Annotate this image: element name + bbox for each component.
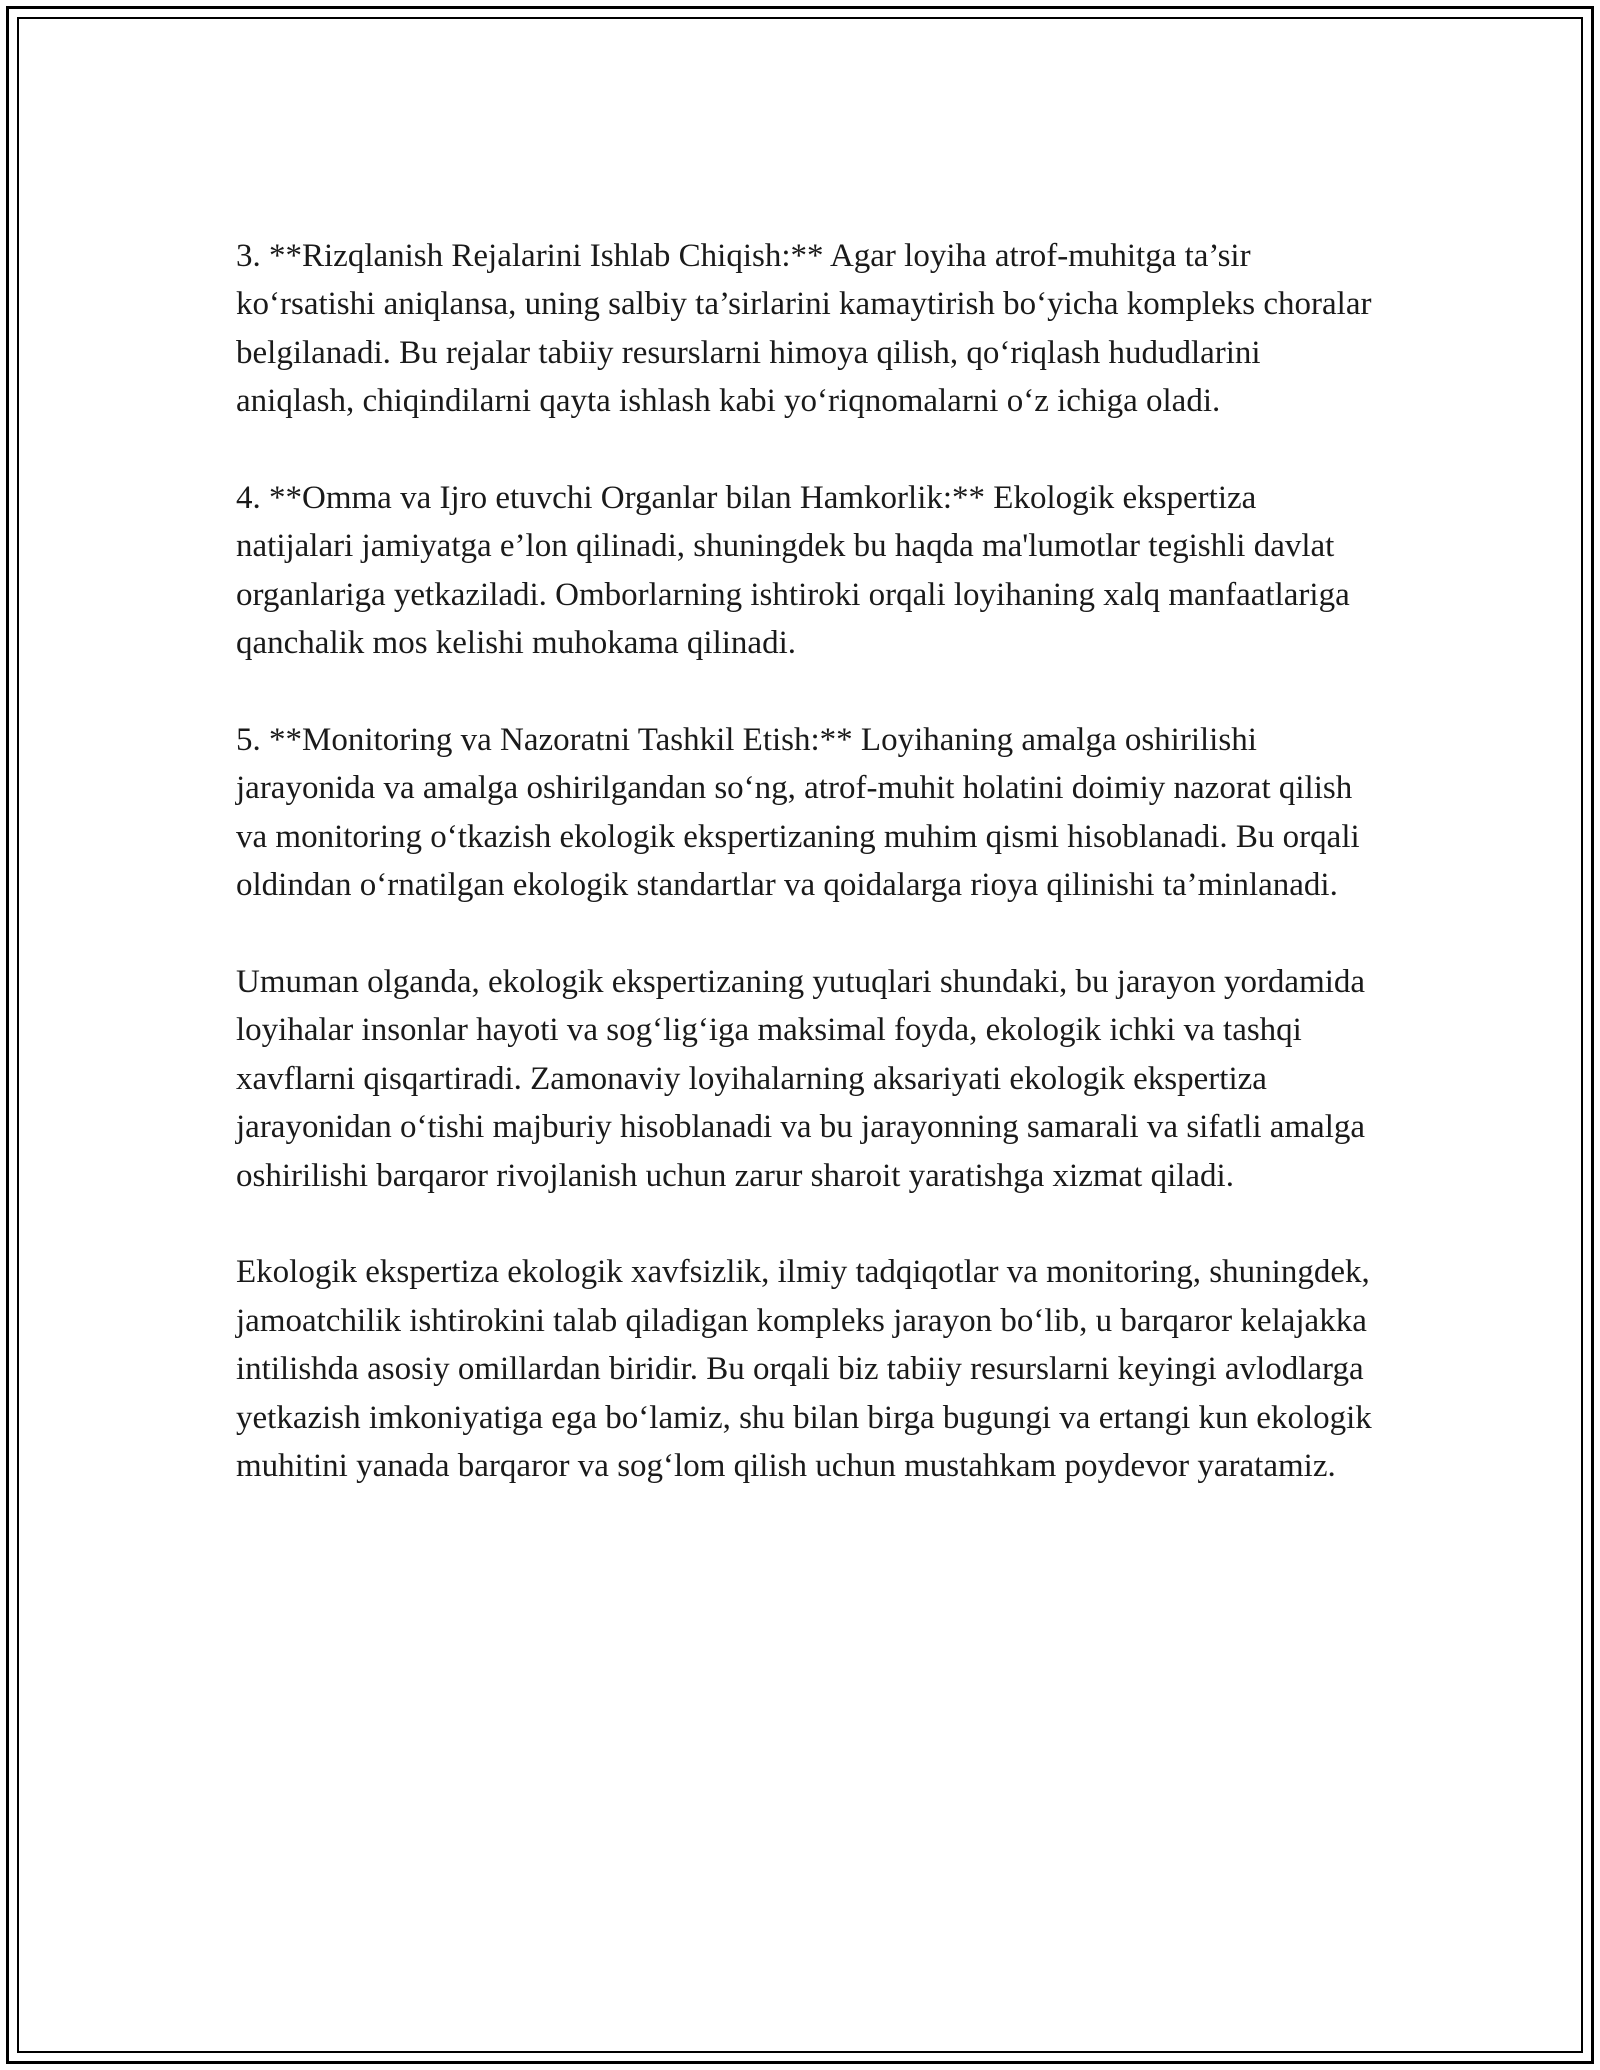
paragraph-conclusion: Ekologik ekspertiza ekologik xavfsizlik, ilmiy tadqiqotlar va monitoring, shuningdek, jamoatchilik ishtirokini talab qiladigan kompleks jarayon bo‘lib, u barqaror kelajakka intilishda asosiy omillardan biridir. Bu orqali biz tabiiy resurslarni keyingi avlodlarga yetkazish imkoniyatiga ega bo‘lamiz, shu bilan birga bugungi va ertangi kun ekologik muhitini yanada barqaror va sog‘lom qilish uchun mustahkam poydevor yaratamiz. (236, 1254, 1372, 1485)
paragraph-summary: Umuman olganda, ekologik ekspertizaning yutuqlari shundaki, bu jarayon yordamida loyihalar insonlar hayoti va sog‘lig‘iga maksimal foyda, ekologik ichki va tashqi xavflarni qisqartiradi. Zamonaviy loyihalarning aksariyati ekologik ekspertiza jarayonidan o‘tishi majburiy hisoblanadi va bu jarayonning samarali va sifatli amalga oshirilishi barqaror rivojlanish uchun zarur sharoit yaratishga xizmat qiladi. (236, 964, 1366, 1194)
paragraph-item-3: 3. **Rizqlanish Rejalarini Ishlab Chiqish:** Agar loyiha atrof-muhitga ta’sir ko‘rsatishi aniqlansa, uning salbiy ta’sirlarini kamaytirish bo‘yicha kompleks choralar belgilanadi. Bu rejalar tabiiy resurslarni himoya qilish, qo‘riqlash hududlarini aniqlash, chiqindilarni qayta ishlash kabi yo‘riqnomalarni o‘z ichiga oladi. (236, 238, 1372, 420)
paragraph-item-5: 5. **Monitoring va Nazoratni Tashkil Etish:** Loyihaning amalga oshirilishi jarayonida va amalga oshirilgandan so‘ng, atrof-muhit holatini doimiy nazorat qilish va monitoring o‘tkazish ekologik ekspertizaning muhim qismi hisoblanadi. Bu orqali oldindan o‘rnatilgan ekologik standartlar va qoidalarga rioya qilinishi ta’minlanadi. (236, 722, 1360, 904)
paragraph-item-4: 4. **Omma va Ijro etuvchi Organlar bilan Hamkorlik:** Ekologik ekspertiza natijalari jamiyatga e’lon qilinadi, shuningdek bu haqda ma'lumotlar tegishli davlat organlariga yetkaziladi. Omborlarning ishtiroki orqali loyihaning xalq manfaatlariga qanchalik mos kelishi muhokama qilinadi. (236, 480, 1350, 662)
document-body (236, 232, 1376, 1539)
